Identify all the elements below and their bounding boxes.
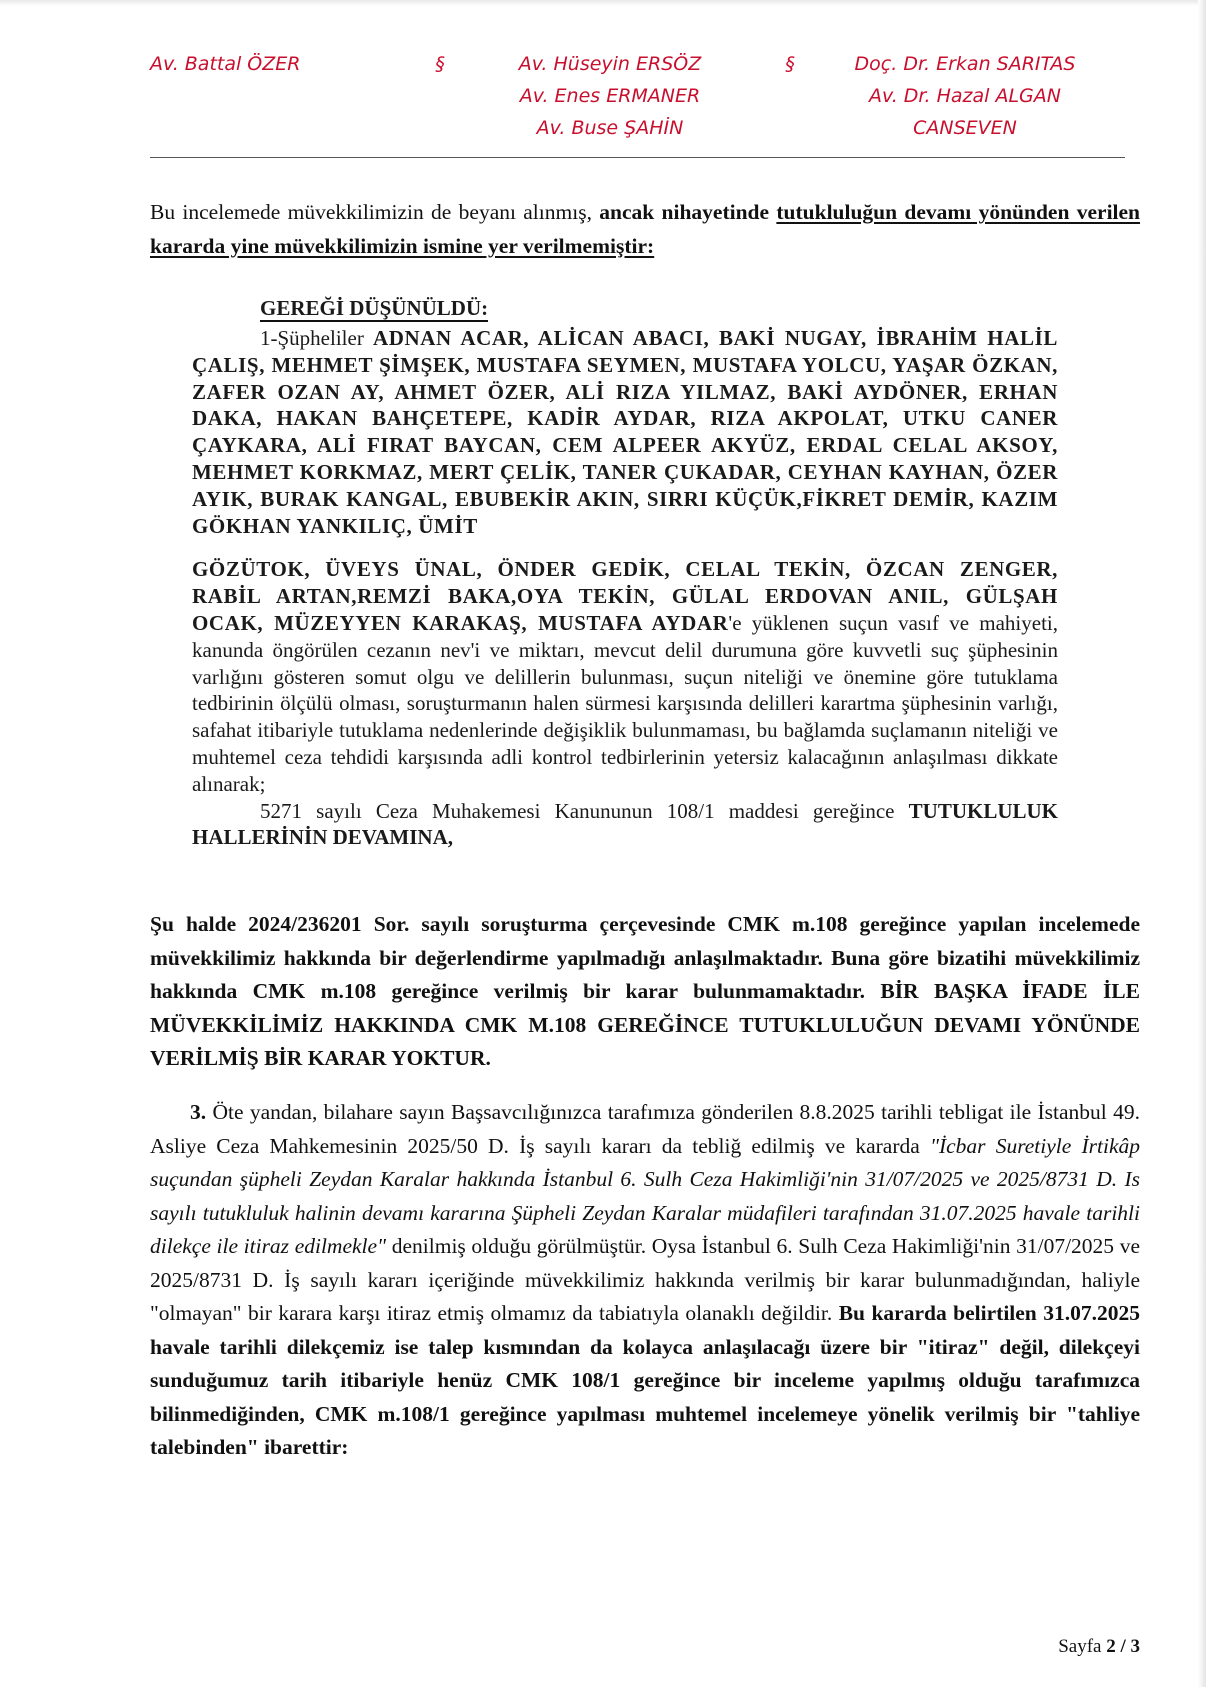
item-prefix: 1-Şüpheliler xyxy=(260,326,364,350)
paragraph-3-text-2: denilmiş olduğu görülmüştür. Oysa İstanbul 6. Sulh Ceza Hakimliği'nin 31/07/2025 ve 2025/8731 D. İş sayılı kararı içeriğinde müvekkilimiz hakkında verilmiş bir karar bulunmadığından, haliyle "olmayan" bir karara karşı itiraz etmiş olmamız da tabiatıyla olanaklı değildir. xyxy=(150,1234,1140,1325)
decision-ruling-bold: TUTUKLULUK HALLERİNİN DEVAMINA, xyxy=(192,798,1058,850)
paragraph-3-text-1: Öte yandan, bilahare sayın Başsavcılığınızca tarafımıza gönderilen 8.8.2025 tarihli tebligat ile İstanbul 49. Asliye Ceza Mahkemesinin 2025/50 D. İş sayılı kararı da tebliğ edilmiş ve kararda xyxy=(150,1100,1140,1158)
intro-bold-text: ancak nihayetinde xyxy=(599,200,777,224)
paragraph-3-bold: Bu kararda belirtilen 31.07.2025 havale tarihli dilekçemiz ise talep kısmından da kolayca anlaşılacağı üzere bir "itiraz" değil, dilekçeyi sunduğumuz tarih itibariyle henüz CMK 108/1 gereğince bir inceleme yapılmış olduğu tarafımızca bilinmediğinden, CMK m.108/1 gereğince yapılması muhtemel incelemeye yönelik verilmiş bir "tahliye talebinden" ibarettir: xyxy=(150,1301,1140,1459)
paragraph-2: Şu halde 2024/236201 Sor. sayılı soruşturma çerçevesinde CMK m.108 gereğince yapılan incelemede müvekkilimiz hakkında bir değerlendirme yapılmadığı anlaşılmaktadır. Buna göre bizatihi müvekkilimiz hakkında CMK m.108 gereğince verilmiş bir karar bulunmamaktadır. BİR BAŞKA İFADE İLE MÜVEKKİLİMİZ HAKKINDA CMK M.108 GEREĞİNCE TUTUKLULUĞUN DEVAMI YÖNÜNDE VERİLMİŞ BİR KARAR YOKTUR. xyxy=(150,912,1140,1070)
intro-paragraph xyxy=(150,196,1140,263)
suspects-list-continued xyxy=(192,556,1058,797)
lawyer-name: Av. Buse ŞAHİN xyxy=(536,117,684,139)
paragraph-number: 3. xyxy=(190,1100,207,1124)
decision-heading: GEREĞİ DÜŞÜNÜLDÜ: xyxy=(260,296,489,320)
suspects-list xyxy=(192,325,1058,539)
current-page: 2 xyxy=(1106,1636,1116,1657)
letterhead-column-2 xyxy=(470,48,750,144)
letterhead-column-1 xyxy=(150,48,360,80)
paragraph-3 xyxy=(150,1096,1140,1465)
lawyer-name: Av. Dr. Hazal ALGAN xyxy=(869,85,1061,107)
lawyer-name: Av. Enes ERMANER xyxy=(519,85,701,107)
section-sign-separator: § xyxy=(435,53,445,75)
page-slash: / xyxy=(1120,1636,1126,1657)
letterhead-column-3 xyxy=(815,48,1115,144)
lawyer-name: Av. Battal ÖZER xyxy=(150,53,301,75)
court-decision-excerpt xyxy=(192,295,1058,851)
decision-reasoning: 'e yüklenen suçun vasıf ve mahiyeti, kanunda öngörülen cezanın nev'i ve miktarı, mevcut delil durumuna göre kuvvetli suç şüphesinin varlığını gösteren somut olgu ve delillerin bulunması, suçun niteliği ve önemine göre tutuklama tedbirinin ölçülü olması, soruşturmanın halen sürmesi karşısında delilleri karartma şüphesinin varlığı, safahat itibariyle tutuklama nedenlerinde değişiklik bulunmaması, bu bağlamda suçlamanın niteliği ve muhtemel ceza tehdidi karşısında adli kontrol tedbirlerinin yetersiz kalacağının anlaşılması dikkate alınarak; xyxy=(192,610,1058,796)
quoted-decision-italic: "İcbar Suretiyle İrtikâp suçundan şüpheli Zeydan Karalar hakkında İstanbul 6. Sulh Ceza Hakimliği'nin 31/07/2025 ve 2025/8731 D. Is sayılı tutukluluk halinin devamı kararına Şüpheli Zeydan Karalar müdafileri tarafından 31.07.2025 havale tarihli dilekçe ile itiraz edilmekle" xyxy=(150,1133,1140,1258)
lawyer-name: CANSEVEN xyxy=(913,117,1017,139)
suspect-names-part-2: GÖZÜTOK, ÜVEYS ÜNAL, ÖNDER GEDİK, CELAL TEKİN, ÖZCAN ZENGER, RABİL ARTAN,REMZİ BAKA,OYA TEKİN, GÜLAL ERDOVAN ANIL, GÜLŞAH OCAK, MÜZEYYEN KARAKAŞ, MUSTAFA AYDAR xyxy=(192,557,1058,635)
decision-ruling-text: 5271 sayılı Ceza Muhakemesi Kanununun 108/1 maddesi gereğince xyxy=(260,798,909,823)
lawyer-name: Doç. Dr. Erkan SARITAS xyxy=(854,53,1076,75)
total-pages: 3 xyxy=(1130,1636,1140,1657)
suspect-names-part-1: ADNAN ACAR, ALİCAN ABACI, BAKİ NUGAY, İBRAHİM HALİL ÇALIŞ, MEHMET ŞİMŞEK, MUSTAFA SEYMEN, MUSTAFA YOLCU, YAŞAR ÖZKAN, ZAFER OZAN AY, AHMET ÖZER, ALİ RIZA YILMAZ, BAKİ AYDÖNER, ERHAN DAKA, HAKAN BAHÇETEPE, KADİR AYDAR, RIZA AKPOLAT, UTKU CANER ÇAYKARA, ALİ FIRAT BAYCAN, CEM ALPEER AKYÜZ, ERDAL CELAL AKSOY, MEHMET KORKMAZ, MERT ÇELİK, TANER ÇUKADAR, CEYHAN KAYHAN, ÖZER AYIK, BURAK KANGAL, EBUBEKİR AKIN, SIRRI KÜÇÜK,FİKRET DEMİR, KAZIM GÖKHAN YANKILIÇ, ÜMİT xyxy=(192,326,1058,538)
lawyer-name: Av. Hüseyin ERSÖZ xyxy=(518,53,702,75)
section-sign-separator: § xyxy=(785,53,795,75)
decision-ruling xyxy=(192,798,1058,852)
intro-underlined-text: tutukluluğun devamı yönünden verilen kararda yine müvekkilimizin ismine yer verilmemiştir: xyxy=(150,200,1141,258)
excerpt-gap xyxy=(192,539,1058,556)
page-number xyxy=(1058,1636,1140,1658)
page-label: Sayfa xyxy=(1058,1636,1102,1657)
letterhead-divider xyxy=(150,157,1125,158)
intro-text: Bu incelemede müvekkilimizin de beyanı alınmış, xyxy=(150,200,600,224)
